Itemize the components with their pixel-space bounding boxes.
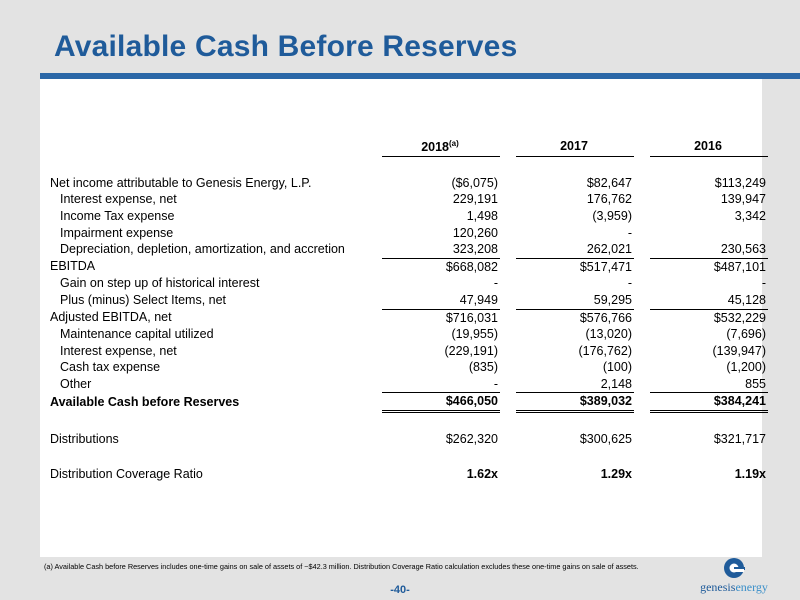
row-label: Available Cash before Reserves: [50, 394, 240, 409]
value-2017: (100): [602, 360, 632, 375]
value-2018: 229,191: [452, 192, 498, 207]
value-2018: 47,949: [382, 292, 500, 309]
table-row: [50, 241, 768, 258]
value-2017: $576,766: [579, 310, 632, 325]
value-2018: (229,191): [444, 343, 498, 358]
row-label: Depreciation, depletion, amortization, and accretion: [60, 242, 345, 257]
value-2016: (7,696): [726, 327, 766, 342]
row-label: EBITDA: [50, 259, 96, 274]
value-2016: 855: [650, 376, 768, 393]
value-2017: (3,959): [592, 208, 632, 223]
value-2016: (139,947): [712, 343, 766, 358]
value-2016: (1,200): [726, 360, 766, 375]
company-logo: [684, 556, 784, 596]
column-header-2017: 2017: [516, 136, 634, 156]
value-2016: 139,947: [720, 192, 766, 207]
value-2018: $262,320: [445, 432, 498, 447]
value-2016: 3,342: [734, 208, 766, 223]
value-2018: 1,498: [466, 208, 498, 223]
row-label: Impairment expense: [60, 225, 174, 240]
value-2017: 59,295: [516, 292, 634, 309]
value-2017: $300,625: [579, 432, 632, 447]
row-label: Maintenance capital utilized: [60, 327, 214, 342]
value-2016: 1.19x: [734, 466, 766, 481]
value-2016: [650, 225, 768, 242]
row-label: Distributions: [50, 432, 119, 447]
value-2018: ($6,075): [451, 175, 498, 190]
row-label: Interest expense, net: [60, 343, 177, 358]
value-2017: $389,032: [516, 393, 634, 412]
table-row: [50, 191, 768, 208]
row-label: Plus (minus) Select Items, net: [60, 293, 227, 308]
value-2018: -: [382, 376, 500, 393]
table-row: [50, 326, 768, 343]
value-2016: -: [761, 276, 766, 291]
row-label: Adjusted EBITDA, net: [50, 310, 172, 325]
row-label: Distribution Coverage Ratio: [50, 466, 203, 481]
value-2018: $466,050: [382, 393, 500, 412]
value-2017: 176,762: [586, 192, 632, 207]
row-label: Other: [60, 377, 92, 392]
financial-table: [50, 136, 768, 482]
value-2018: -: [493, 276, 498, 291]
table-row-total: [50, 393, 768, 412]
table-row: [50, 175, 768, 192]
value-2016: $487,101: [713, 259, 766, 274]
value-2017: (13,020): [585, 327, 632, 342]
column-header-2018: 2018$^{(a)}$: [382, 136, 500, 156]
table-row: [50, 376, 768, 393]
row-label: Cash tax expense: [60, 360, 161, 375]
table-row: [50, 292, 768, 309]
table-row: [50, 359, 768, 376]
value-2018: 323,208: [382, 241, 500, 258]
value-2017: 2,148: [516, 376, 634, 393]
table-row: [50, 431, 768, 448]
value-2018: 1.62x: [466, 466, 498, 481]
value-2017: $82,647: [586, 175, 632, 190]
table-row: [50, 258, 768, 275]
value-2018: (19,955): [451, 327, 498, 342]
value-2018: 120,260: [452, 225, 498, 240]
value-2017: -: [627, 276, 632, 291]
row-label: Gain on step up of historical interest: [60, 276, 260, 291]
value-2016: 45,128: [650, 292, 768, 309]
value-2016: 230,563: [650, 241, 768, 258]
table-row: [50, 225, 768, 242]
value-2016: $532,229: [713, 310, 766, 325]
row-label: Income Tax expense: [60, 208, 175, 223]
table-row: [50, 309, 768, 326]
page-number: -40-: [390, 584, 410, 596]
value-2017: 1.29x: [600, 466, 632, 481]
table-row: [50, 466, 768, 483]
value-2017: (176,762): [578, 343, 632, 358]
genesis-logo-icon: [684, 556, 784, 580]
logo-wordmark: genesisenergy: [700, 580, 768, 594]
table-header-row: [50, 136, 768, 156]
value-2018: (835): [468, 360, 498, 375]
row-label: Net income attributable to Genesis Energy, L.P.: [50, 175, 312, 190]
column-header-2016: 2016: [650, 136, 768, 156]
value-2016: $321,717: [713, 432, 766, 447]
value-2016: $384,241: [650, 393, 768, 412]
value-2017: $517,471: [579, 259, 632, 274]
table-row: [50, 275, 768, 292]
value-2016: $113,249: [714, 175, 766, 190]
table-row: [50, 208, 768, 225]
page-title: Available Cash Before Reserves: [54, 30, 518, 63]
value-2018: $668,082: [445, 259, 498, 274]
row-label: Interest expense, net: [60, 192, 177, 207]
value-2017: 262,021: [516, 241, 634, 258]
footnote: (a) Available Cash before Reserves includes one-time gains on sale of assets of ~$42.3 million. Distribution Coverage Ratio calculation excludes these one-time gains on sale of assets.: [44, 562, 639, 571]
value-2018: $716,031: [445, 310, 498, 325]
value-2017: -: [627, 225, 632, 240]
table-row: [50, 343, 768, 360]
